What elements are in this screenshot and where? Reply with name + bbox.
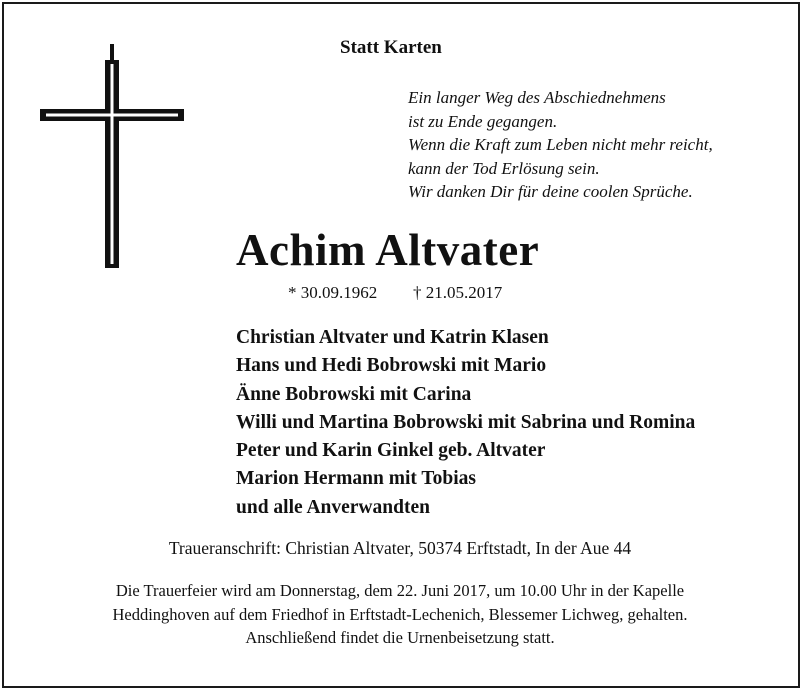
mourner-line: Willi und Martina Bobrowski mit Sabrina und Romina: [236, 411, 696, 433]
mourning-address: Traueranschrift: Christian Altvater, 50374 Erftstadt, In der Aue 44: [168, 538, 632, 558]
poem-line: Ein langer Weg des Abschiednehmens: [408, 88, 666, 107]
death-date: † 21.05.2017: [413, 283, 503, 302]
cross-icon: [40, 44, 184, 270]
memorial-poem: [408, 86, 713, 204]
mourner-line: und alle Anverwandten: [236, 496, 430, 518]
poem-line: kann der Tod Erlösung sein.: [408, 158, 600, 178]
ceremony-line: Heddinghoven auf dem Friedhof in Erftstadt-Lechenich, Blessemer Lichweg, gehalten.: [112, 604, 688, 624]
mourner-line: Hans und Hedi Bobrowski mit Mario: [236, 355, 547, 377]
mourner-line: Christian Altvater und Katrin Klasen: [236, 327, 549, 348]
mourner-line: Peter und Karin Ginkel geb. Altvater: [236, 440, 546, 462]
ceremony-line: Die Trauerfeier wird am Donnerstag, dem 22. Juni 2017, um 10.00 Uhr in der Kapelle: [115, 581, 685, 600]
deceased-name: Achim Altvater: [236, 225, 540, 275]
poem-line: Wenn die Kraft zum Leben nicht mehr reicht,: [408, 135, 713, 154]
ceremony-details: [0, 579, 800, 650]
mourner-line: Marion Hermann mit Tobias: [236, 468, 476, 490]
poem-line: ist zu Ende gegangen.: [408, 111, 558, 131]
mourners-list: [236, 324, 695, 522]
ceremony-line: Anschließend findet die Urnenbeisetzung statt.: [245, 628, 555, 647]
poem-line: Wir danken Dir für deine coolen Sprüche.: [408, 182, 693, 201]
notice-header: Statt Karten: [340, 37, 442, 58]
birth-date: * 30.09.1962: [288, 283, 378, 302]
mourner-line: Änne Bobrowski mit Carina: [236, 383, 472, 405]
